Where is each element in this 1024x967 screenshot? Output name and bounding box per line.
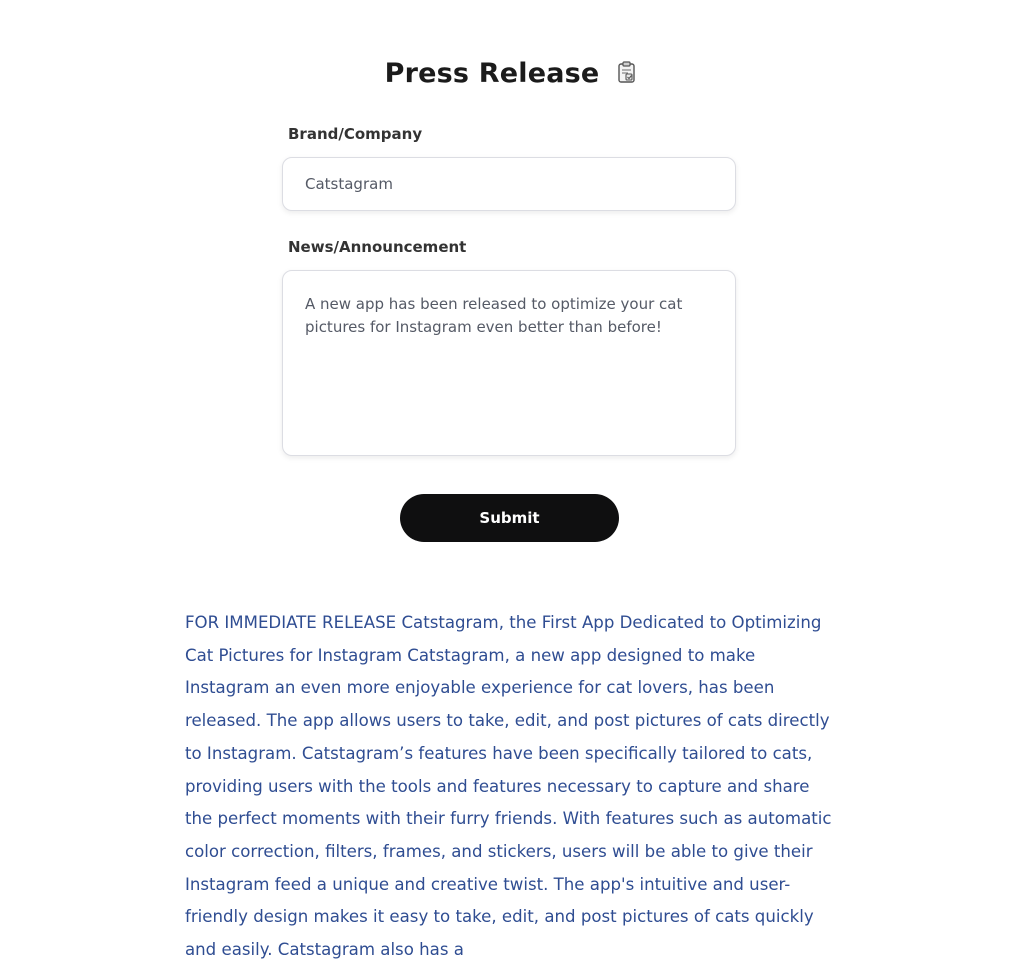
brand-label: Brand/Company xyxy=(288,125,423,143)
page-header xyxy=(0,58,1024,98)
clipboard-icon xyxy=(615,60,639,84)
title-wrap xyxy=(385,58,640,89)
submit-button[interactable]: Submit xyxy=(400,494,619,542)
generated-press-release: FOR IMMEDIATE RELEASE Catstagram, the First App Dedicated to Optimizing Cat Pictures for Instagram Catstagram, a new app designed to make Instagram an even more enjoyable experience for cat lovers, has been released. The app allows users to take, edit, and post pictures of cats directly to Instagram. Catstagram’s features have been specifically tailored to cats, providing users with the tools and features necessary to capture and share the perfect moments with their furry friends. With features such as automatic color correction, filters, frames, and stickers, users will be able to give their Instagram feed a unique and creative twist. The app's intuitive and user-friendly design makes it easy to take, edit, and post pictures of cats quickly and easily. Catstagram also has a xyxy=(185,613,832,960)
page-title: Press Release xyxy=(384,58,600,89)
brand-input[interactable] xyxy=(282,157,736,211)
news-textarea[interactable] xyxy=(282,270,736,456)
news-label: News/Announcement xyxy=(288,238,467,256)
